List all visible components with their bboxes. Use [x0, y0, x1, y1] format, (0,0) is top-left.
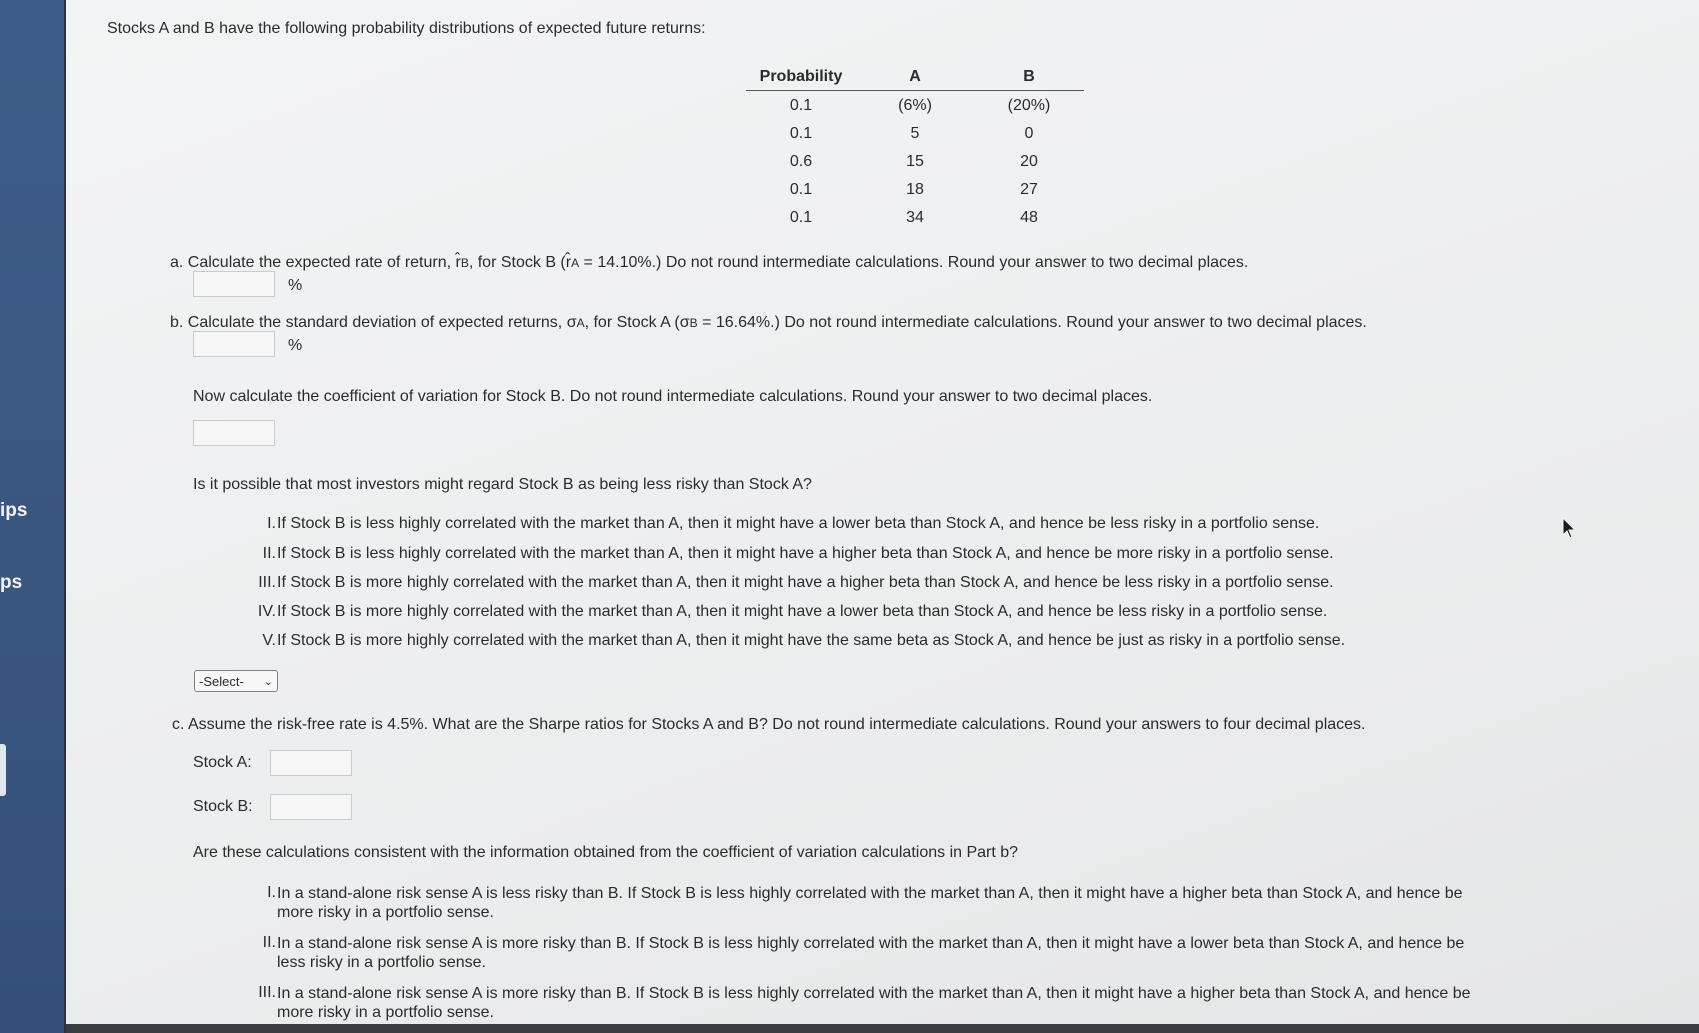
table-cell: 34: [906, 208, 924, 226]
table-cell: 0.1: [789, 180, 813, 198]
percent-unit-a: %: [288, 277, 303, 294]
risk-option-number: IV.: [257, 603, 276, 620]
table-cell: 0.1: [789, 96, 813, 114]
select-label: -Select-: [199, 673, 244, 689]
sidebar-scroll-marker[interactable]: [0, 744, 6, 796]
consistency-option-number: II.: [262, 934, 276, 951]
table-cell: 0.1: [789, 124, 813, 142]
risk-option-number: III.: [258, 574, 276, 591]
table-cell: (6%): [898, 96, 932, 114]
stock-a-label: Stock A:: [193, 754, 252, 771]
table-cell: 0: [1024, 124, 1034, 142]
std-dev-a-input[interactable]: [193, 331, 275, 357]
sidebar-label-steps[interactable]: ps: [0, 572, 23, 593]
consistency-option-text: In a stand-alone risk sense A is more risky than B. If Stock B is less highly correlated with the market than A, then it might have a higher beta than Stock A, and hence be more risky in a portfolio sense.: [277, 985, 1471, 1021]
question-b: b. Calculate the standard deviation of expected returns, σA, for Stock A (σB = 16.64%.) Do not round intermediate calculations. Round your answer to two decimal places.: [170, 314, 1367, 331]
sharpe-a-input[interactable]: [270, 750, 352, 776]
header-a: A: [856, 66, 974, 91]
table-cell: 20: [1020, 152, 1038, 170]
risk-option-text: If Stock B is more highly correlated with the market than A, then it might have a lower beta than Stock A, and hence be less risky in a portfolio sense.: [277, 603, 1328, 620]
table-cell: 27: [1020, 180, 1038, 198]
percent-unit-b: %: [288, 337, 303, 354]
table-row: [746, 203, 1084, 231]
risk-option-text: If Stock B is less highly correlated with the market than A, then it might have a lower beta than Stock A, and hence be less risky in a portfolio sense.: [277, 515, 1320, 532]
probability-table: [746, 66, 1084, 231]
risk-answer-select[interactable]: [194, 670, 278, 692]
risk-option-text: If Stock B is more highly correlated with the market than A, then it might have the same beta as Stock A, and hence be just as risky in a portfolio sense.: [277, 632, 1346, 649]
header-probability: Probability: [746, 66, 856, 91]
sheet-bottom-edge: [66, 1024, 1699, 1033]
chevron-down-icon: ⌄: [263, 675, 273, 688]
table-cell: 0.6: [789, 152, 813, 170]
consistency-option-number: III.: [258, 984, 276, 1001]
stock-b-label: Stock B:: [193, 798, 253, 815]
symbol-r-hat-b: r̂B: [455, 254, 469, 271]
consistency-option-number: I.: [267, 884, 276, 901]
question-c: c. Assume the risk-free rate is 4.5%. What are the Sharpe ratios for Stocks A and B? Do not round intermediate calculations. Round your answers to four decimal places.: [172, 716, 1366, 733]
cv-question: Now calculate the coefficient of variation for Stock B. Do not round intermediate calculations. Round your answer to two decimal places.: [193, 388, 1153, 405]
expected-return-b-input[interactable]: [193, 271, 275, 297]
symbol-r-hat-a: r̂A: [565, 254, 580, 271]
risk-option-text: If Stock B is more highly correlated with the market than A, then it might have a higher beta than Stock A, and hence be less risky in a portfolio sense.: [277, 574, 1334, 591]
risk-option-text: If Stock B is less highly correlated with the market than A, then it might have a higher beta than Stock A, and hence be more risky in a portfolio sense.: [277, 545, 1334, 562]
risk-option-number: II.: [262, 545, 276, 562]
intro-text: Stocks A and B have the following probability distributions of expected future returns:: [107, 20, 706, 37]
table-cell: 48: [1020, 208, 1038, 226]
left-sidebar: [0, 0, 64, 1033]
table-row: [746, 91, 1084, 120]
table-row: [746, 119, 1084, 147]
risk-question: Is it possible that most investors might regard Stock B as being less risky than Stock A?: [193, 476, 812, 493]
consistency-option-text: In a stand-alone risk sense A is more risky than B. If Stock B is less highly correlated with the market than A, then it might have a lower beta than Stock A, and hence be less risky in a portfolio sense.: [277, 935, 1465, 971]
sharpe-b-input[interactable]: [270, 794, 352, 820]
consistency-option-text: In a stand-alone risk sense A is less risky than B. If Stock B is less highly correlated with the market than A, then it might have a higher beta than Stock A, and hence be more risky in a portfolio sense.: [277, 885, 1463, 921]
table-cell: 0.1: [789, 208, 813, 226]
table-cell: 15: [906, 152, 924, 170]
table-cell: 5: [910, 124, 920, 142]
table-cell: 18: [906, 180, 924, 198]
question-a: a. Calculate the expected rate of return, r̂B, for Stock B (r̂A = 14.10%.) Do not round intermediate calculations. Round your answer to two decimal places.: [170, 254, 1249, 271]
header-b: B: [974, 66, 1084, 91]
table-row: [746, 147, 1084, 175]
risk-option-number: V.: [262, 632, 276, 649]
risk-option-number: I.: [267, 515, 276, 532]
table-header-row: [746, 66, 1084, 91]
sidebar-label-tips[interactable]: ips: [0, 500, 28, 521]
coefficient-of-variation-input[interactable]: [193, 420, 275, 446]
table-row: [746, 175, 1084, 203]
mouse-cursor-icon: [1561, 516, 1577, 540]
table-cell: (20%): [1007, 96, 1051, 114]
consistency-question: Are these calculations consistent with the information obtained from the coefficient of variation calculations in Part b?: [193, 844, 1019, 861]
